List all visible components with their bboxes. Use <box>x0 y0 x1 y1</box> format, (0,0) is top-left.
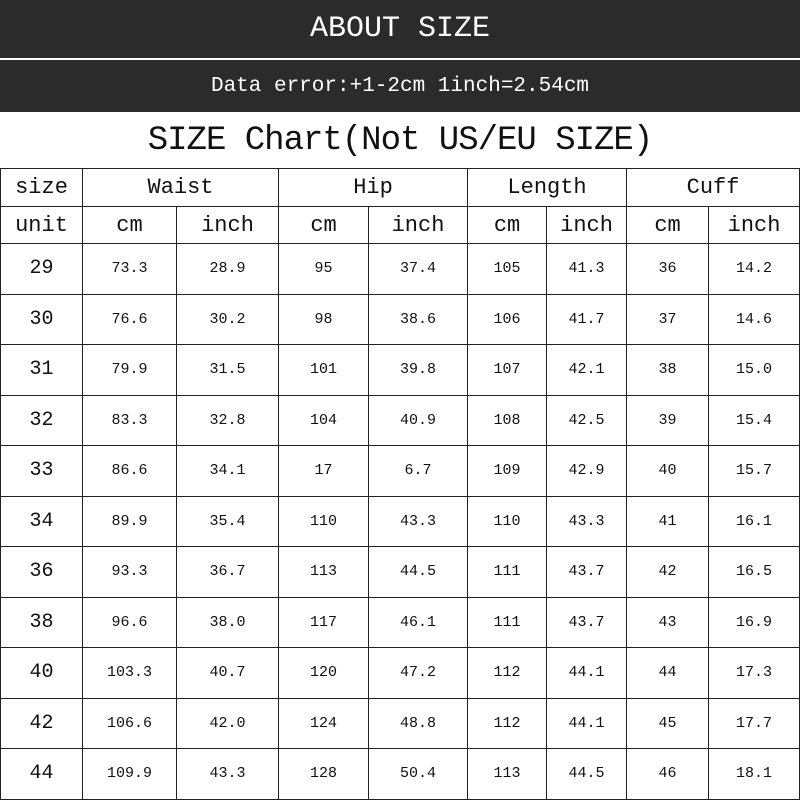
table-row <box>1 244 800 295</box>
table-cell: 109.9 <box>83 749 177 800</box>
table-cell: 40 <box>627 446 709 497</box>
table-cell: 110 <box>468 496 547 547</box>
table-cell: 112 <box>468 648 547 699</box>
table-cell: 6.7 <box>369 446 468 497</box>
table-cell: 14.2 <box>709 244 800 295</box>
table-cell: 106 <box>468 294 547 345</box>
table-cell: 79.9 <box>83 345 177 396</box>
table-cell: 42 <box>627 547 709 598</box>
table-body <box>1 244 800 800</box>
table-cell: 42.5 <box>547 395 627 446</box>
table-cell: 41.3 <box>547 244 627 295</box>
size-cell: 36 <box>1 547 83 598</box>
data-error-note: Data error:+1-2cm 1inch=2.54cm <box>210 74 590 98</box>
table-cell: 37.4 <box>369 244 468 295</box>
table-cell: 43.3 <box>369 496 468 547</box>
table-cell: 50.4 <box>369 749 468 800</box>
table-cell: 106.6 <box>83 698 177 749</box>
table-cell: 16.1 <box>709 496 800 547</box>
table-cell: 98 <box>279 294 369 345</box>
size-cell: 33 <box>1 446 83 497</box>
cuff-header: Cuff <box>627 169 800 207</box>
table-cell: 42.9 <box>547 446 627 497</box>
table-cell: 37 <box>627 294 709 345</box>
table-cell: 43.3 <box>177 749 279 800</box>
table-cell: 43.7 <box>547 547 627 598</box>
table-cell: 103.3 <box>83 648 177 699</box>
size-cell: 44 <box>1 749 83 800</box>
table-cell: 108 <box>468 395 547 446</box>
about-size-header <box>0 0 800 58</box>
table-cell: 40.7 <box>177 648 279 699</box>
table-cell: 83.3 <box>83 395 177 446</box>
table-cell: 48.8 <box>369 698 468 749</box>
table-cell: 14.6 <box>709 294 800 345</box>
table-row <box>1 547 800 598</box>
table-cell: 73.3 <box>83 244 177 295</box>
table-cell: 111 <box>468 547 547 598</box>
table-cell: 101 <box>279 345 369 396</box>
table-cell: 34.1 <box>177 446 279 497</box>
size-cell: 38 <box>1 597 83 648</box>
size-cell: 29 <box>1 244 83 295</box>
table-cell: 43 <box>627 597 709 648</box>
table-row <box>1 294 800 345</box>
size-chart-title: SIZE Chart(Not US/EU SIZE) <box>147 122 653 160</box>
size-cell: 31 <box>1 345 83 396</box>
table-cell: 43.3 <box>547 496 627 547</box>
table-cell: 44.1 <box>547 698 627 749</box>
table-cell: 128 <box>279 749 369 800</box>
table-cell: 76.6 <box>83 294 177 345</box>
table-cell: 96.6 <box>83 597 177 648</box>
table-cell: 36.7 <box>177 547 279 598</box>
table-cell: 31.5 <box>177 345 279 396</box>
table-cell: 44.5 <box>369 547 468 598</box>
unit-cell: inch <box>177 207 279 244</box>
table-cell: 112 <box>468 698 547 749</box>
length-header: Length <box>468 169 627 207</box>
hip-header: Hip <box>279 169 468 207</box>
size-cell: 30 <box>1 294 83 345</box>
table-cell: 45 <box>627 698 709 749</box>
table-row <box>1 749 800 800</box>
table-cell: 111 <box>468 597 547 648</box>
size-cell: 40 <box>1 648 83 699</box>
table-row <box>1 597 800 648</box>
table-cell: 35.4 <box>177 496 279 547</box>
table-cell: 46.1 <box>369 597 468 648</box>
table-cell: 105 <box>468 244 547 295</box>
table-row <box>1 446 800 497</box>
unit-label: unit <box>1 207 83 244</box>
table-cell: 93.3 <box>83 547 177 598</box>
table-cell: 42.1 <box>547 345 627 396</box>
unit-cell: inch <box>709 207 800 244</box>
page-title: ABOUT SIZE <box>309 12 491 46</box>
table-cell: 38.0 <box>177 597 279 648</box>
size-header: size <box>1 169 83 207</box>
table-cell: 17 <box>279 446 369 497</box>
table-cell: 107 <box>468 345 547 396</box>
table-cell: 46 <box>627 749 709 800</box>
table-cell: 95 <box>279 244 369 295</box>
table-cell: 89.9 <box>83 496 177 547</box>
table-cell: 30.2 <box>177 294 279 345</box>
table-cell: 104 <box>279 395 369 446</box>
table-cell: 32.8 <box>177 395 279 446</box>
table-cell: 110 <box>279 496 369 547</box>
size-cell: 34 <box>1 496 83 547</box>
table-cell: 42.0 <box>177 698 279 749</box>
table-row <box>1 496 800 547</box>
unit-cell: inch <box>369 207 468 244</box>
table-cell: 39 <box>627 395 709 446</box>
table-cell: 109 <box>468 446 547 497</box>
data-error-banner <box>0 60 800 112</box>
table-cell: 44 <box>627 648 709 699</box>
table-cell: 124 <box>279 698 369 749</box>
group-header-row <box>1 169 800 207</box>
table-row <box>1 698 800 749</box>
table-cell: 86.6 <box>83 446 177 497</box>
table-cell: 117 <box>279 597 369 648</box>
unit-cell: cm <box>83 207 177 244</box>
table-cell: 16.9 <box>709 597 800 648</box>
table-cell: 113 <box>279 547 369 598</box>
table-cell: 38.6 <box>369 294 468 345</box>
table-cell: 39.8 <box>369 345 468 396</box>
table-cell: 28.9 <box>177 244 279 295</box>
unit-cell: cm <box>279 207 369 244</box>
table-row <box>1 345 800 396</box>
table-cell: 113 <box>468 749 547 800</box>
unit-header-row <box>1 207 800 244</box>
waist-header: Waist <box>83 169 279 207</box>
table-cell: 17.7 <box>709 698 800 749</box>
size-cell: 42 <box>1 698 83 749</box>
unit-cell: cm <box>468 207 547 244</box>
size-table <box>0 168 800 800</box>
table-cell: 15.4 <box>709 395 800 446</box>
table-cell: 44.1 <box>547 648 627 699</box>
table-cell: 47.2 <box>369 648 468 699</box>
table-row <box>1 648 800 699</box>
table-cell: 43.7 <box>547 597 627 648</box>
table-cell: 41.7 <box>547 294 627 345</box>
table-cell: 40.9 <box>369 395 468 446</box>
table-cell: 41 <box>627 496 709 547</box>
table-cell: 36 <box>627 244 709 295</box>
table-cell: 38 <box>627 345 709 396</box>
table-cell: 44.5 <box>547 749 627 800</box>
table-cell: 15.0 <box>709 345 800 396</box>
table-cell: 18.1 <box>709 749 800 800</box>
size-cell: 32 <box>1 395 83 446</box>
table-cell: 16.5 <box>709 547 800 598</box>
table-cell: 17.3 <box>709 648 800 699</box>
table-row <box>1 395 800 446</box>
table-cell: 120 <box>279 648 369 699</box>
unit-cell: cm <box>627 207 709 244</box>
unit-cell: inch <box>547 207 627 244</box>
table-cell: 15.7 <box>709 446 800 497</box>
